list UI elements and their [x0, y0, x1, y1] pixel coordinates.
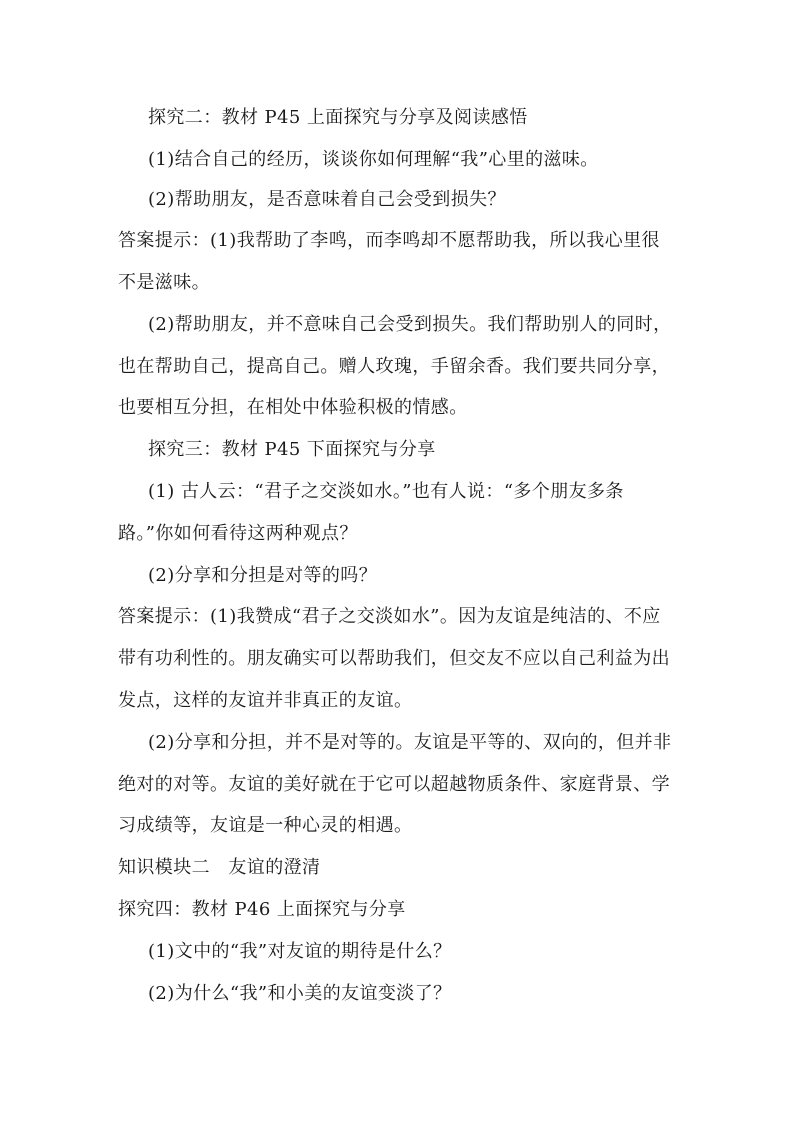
answer-hint-line: 不是滋味。	[118, 272, 210, 293]
answer-hint-line: 答案提示：(1)我赞成“君子之交淡如水”。因为友谊是纯洁的、不应	[118, 606, 661, 627]
answer-paragraph-line: 绝对的对等。友谊的美好就在于它可以超越物质条件、家庭背景、学	[118, 774, 670, 795]
question-1: (1) 古人云：“君子之交淡如水。”也有人说：“多个朋友多条	[148, 481, 624, 502]
question-1-continued: 路。”你如何看待这两种观点？	[118, 523, 358, 544]
answer-hint-line: 答案提示：(1)我帮助了李鸣，而李鸣却不愿帮助我，所以我心里很	[118, 230, 660, 251]
answer-paragraph-line: (2)帮助朋友，并不意味自己会受到损失。我们帮助别人的同时，	[148, 314, 672, 335]
answer-hint-line: 发点，这样的友谊并非真正的友谊。	[118, 690, 413, 711]
question-1: (1)结合自己的经历，谈谈你如何理解“我”心里的滋味。	[148, 149, 599, 170]
answer-hint-line: 带有功利性的。朋友确实可以帮助我们，但交友不应以自己利益为出	[118, 648, 670, 669]
answer-paragraph-line: 也要相互分担，在相处中体验积极的情感。	[118, 397, 468, 418]
section-heading-explore-3: 探究三：教材 P45 下面探究与分享	[148, 439, 436, 460]
answer-paragraph-line: (2)分享和分担，并不是对等的。友谊是平等的、双向的，但并非	[148, 732, 672, 753]
section-heading-explore-4: 探究四：教材 P46 上面探究与分享	[118, 899, 406, 920]
question-2: (2)为什么“我”和小美的友谊变淡了？	[148, 983, 452, 1004]
module-heading: 知识模块二 友谊的澄清	[118, 857, 321, 878]
question-1: (1)文中的“我”对友谊的期待是什么？	[148, 941, 452, 962]
section-heading-explore-2: 探究二：教材 P45 上面探究与分享及阅读感悟	[148, 107, 528, 128]
answer-paragraph-line: 也在帮助自己，提高自己。赠人玫瑰，手留余香。我们要共同分享，	[118, 356, 670, 377]
question-2: (2)帮助朋友，是否意味着自己会受到损失？	[148, 189, 506, 210]
answer-paragraph-line: 习成绩等，友谊是一种心灵的相遇。	[118, 815, 413, 836]
question-2: (2)分享和分担是对等的吗？	[148, 565, 378, 586]
